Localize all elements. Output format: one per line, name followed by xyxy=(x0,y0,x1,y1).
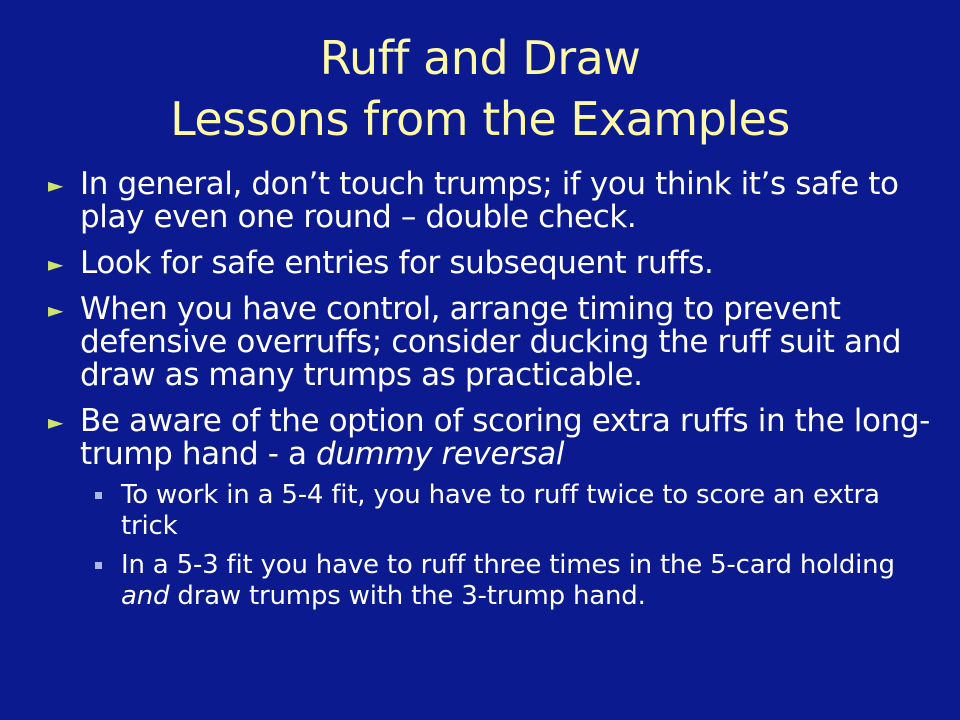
bullet-text: Look for safe entries for subsequent ruffs. xyxy=(80,245,714,281)
subbullet-item xyxy=(83,480,936,542)
square-icon xyxy=(95,492,102,499)
subbullet-list xyxy=(83,480,936,612)
slide-title xyxy=(0,28,960,150)
bullet-item xyxy=(46,247,936,280)
bullet-list xyxy=(46,168,936,620)
subbullet-text xyxy=(121,550,895,611)
subbullet-text-plain: In a 5-3 fit you have to ruff three times in the 5-card holding xyxy=(121,550,895,580)
subbullet-text: To work in a 5-4 fit, you have to ruff twice to score an extra trick xyxy=(121,480,880,541)
title-line-2: Lessons from the Examples xyxy=(170,92,790,146)
square-icon xyxy=(95,562,102,569)
title-line-1: Ruff and Draw xyxy=(319,31,641,85)
bullet-text: When you have control, arrange timing to prevent defensive overruffs; consider ducking the ruff suit and draw as many trumps as practicable. xyxy=(80,291,902,393)
bullet-text xyxy=(80,405,936,471)
bullet-item xyxy=(46,293,936,392)
triangle-right-icon: ► xyxy=(48,252,63,276)
subbullet-item xyxy=(83,550,936,612)
triangle-right-icon: ► xyxy=(48,173,63,197)
triangle-right-icon: ► xyxy=(48,410,63,434)
subbullet-text-italic: and xyxy=(121,581,170,611)
subbullet-text-plain-end: draw trumps with the 3-trump hand. xyxy=(169,581,646,611)
bullet-item xyxy=(46,168,936,234)
bullet-text-plain: Be aware of the option of scoring extra ruffs in the long-trump hand - a xyxy=(80,403,930,472)
bullet-text: In general, don’t touch trumps; if you think it’s safe to play even one round – double check. xyxy=(80,166,899,235)
bullet-item xyxy=(46,405,936,471)
triangle-right-icon: ► xyxy=(48,298,63,322)
bullet-text-italic: dummy reversal xyxy=(316,436,565,472)
